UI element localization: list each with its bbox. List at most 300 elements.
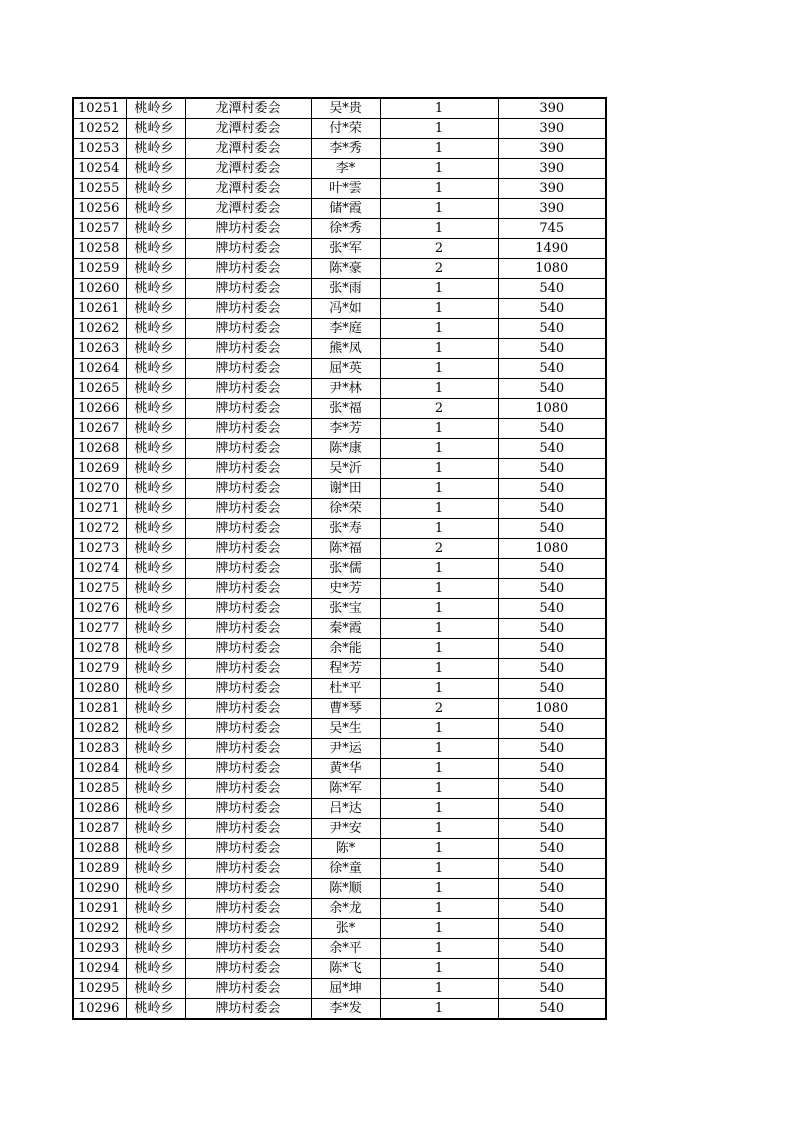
cell-village: 牌坊村委会	[185, 759, 311, 779]
cell-name: 余*龙	[311, 899, 380, 919]
cell-name: 尹*林	[311, 379, 380, 399]
cell-town: 桃岭乡	[126, 399, 185, 419]
cell-amount: 540	[498, 479, 606, 499]
cell-name: 史*芳	[311, 579, 380, 599]
cell-id: 10266	[73, 399, 126, 419]
cell-amount: 540	[498, 619, 606, 639]
cell-town: 桃岭乡	[126, 539, 185, 559]
cell-town: 桃岭乡	[126, 959, 185, 979]
cell-town: 桃岭乡	[126, 339, 185, 359]
table-row	[73, 679, 606, 699]
cell-village: 牌坊村委会	[185, 339, 311, 359]
cell-amount: 540	[498, 439, 606, 459]
cell-amount: 540	[498, 339, 606, 359]
cell-village: 牌坊村委会	[185, 979, 311, 999]
cell-amount: 540	[498, 859, 606, 879]
cell-town: 桃岭乡	[126, 659, 185, 679]
cell-town: 桃岭乡	[126, 839, 185, 859]
table-row	[73, 259, 606, 279]
cell-name: 徐*童	[311, 859, 380, 879]
cell-town: 桃岭乡	[126, 239, 185, 259]
cell-name: 余*平	[311, 939, 380, 959]
cell-id: 10272	[73, 519, 126, 539]
cell-town: 桃岭乡	[126, 579, 185, 599]
cell-amount: 540	[498, 579, 606, 599]
table-row	[73, 599, 606, 619]
cell-amount: 540	[498, 779, 606, 799]
cell-name: 秦*霞	[311, 619, 380, 639]
cell-town: 桃岭乡	[126, 619, 185, 639]
table-row	[73, 319, 606, 339]
cell-amount: 1080	[498, 539, 606, 559]
cell-village: 牌坊村委会	[185, 819, 311, 839]
cell-id: 10273	[73, 539, 126, 559]
cell-name: 张*	[311, 919, 380, 939]
cell-id: 10257	[73, 219, 126, 239]
cell-village: 牌坊村委会	[185, 259, 311, 279]
cell-town: 桃岭乡	[126, 379, 185, 399]
cell-count: 2	[380, 239, 498, 259]
cell-id: 10274	[73, 559, 126, 579]
cell-amount: 540	[498, 759, 606, 779]
cell-amount: 540	[498, 719, 606, 739]
cell-name: 陈*康	[311, 439, 380, 459]
cell-village: 牌坊村委会	[185, 599, 311, 619]
cell-amount: 540	[498, 419, 606, 439]
cell-village: 龙潭村委会	[185, 139, 311, 159]
cell-amount: 540	[498, 659, 606, 679]
cell-id: 10283	[73, 739, 126, 759]
cell-count: 2	[380, 259, 498, 279]
cell-village: 牌坊村委会	[185, 999, 311, 1020]
cell-name: 张*寿	[311, 519, 380, 539]
cell-town: 桃岭乡	[126, 119, 185, 139]
cell-village: 牌坊村委会	[185, 559, 311, 579]
cell-name: 陈*	[311, 839, 380, 859]
cell-amount: 745	[498, 219, 606, 239]
cell-count: 1	[380, 479, 498, 499]
cell-count: 1	[380, 179, 498, 199]
cell-amount: 540	[498, 919, 606, 939]
cell-count: 2	[380, 399, 498, 419]
cell-name: 陈*飞	[311, 959, 380, 979]
cell-village: 牌坊村委会	[185, 879, 311, 899]
table-row	[73, 759, 606, 779]
cell-count: 1	[380, 139, 498, 159]
cell-id: 10291	[73, 899, 126, 919]
table-row	[73, 499, 606, 519]
cell-id: 10293	[73, 939, 126, 959]
cell-name: 李*秀	[311, 139, 380, 159]
cell-village: 牌坊村委会	[185, 799, 311, 819]
cell-village: 龙潭村委会	[185, 159, 311, 179]
cell-name: 吴*生	[311, 719, 380, 739]
cell-count: 1	[380, 999, 498, 1020]
cell-id: 10278	[73, 639, 126, 659]
cell-count: 2	[380, 699, 498, 719]
cell-name: 叶*雲	[311, 179, 380, 199]
cell-amount: 540	[498, 519, 606, 539]
cell-village: 牌坊村委会	[185, 719, 311, 739]
table-row	[73, 619, 606, 639]
table-row	[73, 359, 606, 379]
cell-town: 桃岭乡	[126, 859, 185, 879]
table-row	[73, 779, 606, 799]
cell-amount: 540	[498, 559, 606, 579]
cell-id: 10258	[73, 239, 126, 259]
cell-count: 1	[380, 439, 498, 459]
cell-count: 1	[380, 959, 498, 979]
cell-count: 1	[380, 599, 498, 619]
cell-count: 1	[380, 899, 498, 919]
cell-amount: 540	[498, 979, 606, 999]
cell-id: 10270	[73, 479, 126, 499]
cell-name: 黄*华	[311, 759, 380, 779]
cell-count: 1	[380, 98, 498, 119]
cell-town: 桃岭乡	[126, 899, 185, 919]
cell-amount: 1080	[498, 399, 606, 419]
cell-count: 1	[380, 679, 498, 699]
cell-name: 李*庭	[311, 319, 380, 339]
cell-village: 牌坊村委会	[185, 419, 311, 439]
cell-village: 牌坊村委会	[185, 459, 311, 479]
cell-village: 牌坊村委会	[185, 299, 311, 319]
cell-name: 程*芳	[311, 659, 380, 679]
cell-id: 10256	[73, 199, 126, 219]
cell-village: 牌坊村委会	[185, 739, 311, 759]
table-body	[73, 98, 606, 1019]
cell-village: 牌坊村委会	[185, 659, 311, 679]
cell-town: 桃岭乡	[126, 359, 185, 379]
cell-town: 桃岭乡	[126, 319, 185, 339]
cell-id: 10284	[73, 759, 126, 779]
cell-id: 10264	[73, 359, 126, 379]
cell-name: 吴*沂	[311, 459, 380, 479]
cell-id: 10261	[73, 299, 126, 319]
cell-name: 陈*军	[311, 779, 380, 799]
cell-id: 10292	[73, 919, 126, 939]
cell-name: 张*雨	[311, 279, 380, 299]
table-row	[73, 399, 606, 419]
cell-village: 牌坊村委会	[185, 899, 311, 919]
cell-amount: 540	[498, 459, 606, 479]
cell-id: 10262	[73, 319, 126, 339]
cell-count: 1	[380, 559, 498, 579]
table-row	[73, 199, 606, 219]
cell-name: 吕*达	[311, 799, 380, 819]
table-row	[73, 159, 606, 179]
cell-town: 桃岭乡	[126, 819, 185, 839]
table-row	[73, 799, 606, 819]
cell-count: 2	[380, 539, 498, 559]
cell-village: 牌坊村委会	[185, 619, 311, 639]
cell-amount: 390	[498, 98, 606, 119]
table-row	[73, 239, 606, 259]
cell-village: 牌坊村委会	[185, 519, 311, 539]
cell-id: 10253	[73, 139, 126, 159]
table-row	[73, 339, 606, 359]
cell-town: 桃岭乡	[126, 459, 185, 479]
cell-amount: 540	[498, 359, 606, 379]
cell-name: 张*军	[311, 239, 380, 259]
cell-count: 1	[380, 419, 498, 439]
table-row	[73, 579, 606, 599]
cell-amount: 390	[498, 179, 606, 199]
cell-village: 龙潭村委会	[185, 179, 311, 199]
cell-count: 1	[380, 339, 498, 359]
table-row	[73, 379, 606, 399]
cell-id: 10280	[73, 679, 126, 699]
cell-id: 10276	[73, 599, 126, 619]
cell-name: 李*发	[311, 999, 380, 1020]
cell-name: 尹*运	[311, 739, 380, 759]
cell-id: 10252	[73, 119, 126, 139]
cell-count: 1	[380, 359, 498, 379]
cell-count: 1	[380, 299, 498, 319]
cell-id: 10295	[73, 979, 126, 999]
cell-name: 余*能	[311, 639, 380, 659]
table-row	[73, 439, 606, 459]
cell-town: 桃岭乡	[126, 939, 185, 959]
table-row	[73, 979, 606, 999]
table-row	[73, 659, 606, 679]
cell-village: 牌坊村委会	[185, 939, 311, 959]
cell-count: 1	[380, 779, 498, 799]
table-row	[73, 939, 606, 959]
cell-amount: 540	[498, 839, 606, 859]
cell-amount: 540	[498, 299, 606, 319]
cell-count: 1	[380, 119, 498, 139]
cell-id: 10289	[73, 859, 126, 879]
cell-town: 桃岭乡	[126, 98, 185, 119]
cell-count: 1	[380, 939, 498, 959]
cell-id: 10290	[73, 879, 126, 899]
cell-town: 桃岭乡	[126, 519, 185, 539]
cell-amount: 1080	[498, 699, 606, 719]
cell-id: 10267	[73, 419, 126, 439]
cell-name: 付*荣	[311, 119, 380, 139]
cell-name: 徐*秀	[311, 219, 380, 239]
cell-town: 桃岭乡	[126, 479, 185, 499]
table-row	[73, 739, 606, 759]
cell-village: 牌坊村委会	[185, 239, 311, 259]
table-row	[73, 139, 606, 159]
cell-count: 1	[380, 659, 498, 679]
cell-village: 牌坊村委会	[185, 379, 311, 399]
cell-town: 桃岭乡	[126, 979, 185, 999]
cell-name: 屈*英	[311, 359, 380, 379]
cell-id: 10269	[73, 459, 126, 479]
cell-name: 张*儒	[311, 559, 380, 579]
cell-id: 10268	[73, 439, 126, 459]
cell-village: 牌坊村委会	[185, 479, 311, 499]
cell-town: 桃岭乡	[126, 199, 185, 219]
table-row	[73, 479, 606, 499]
cell-amount: 540	[498, 959, 606, 979]
cell-amount: 540	[498, 599, 606, 619]
cell-village: 牌坊村委会	[185, 439, 311, 459]
cell-town: 桃岭乡	[126, 419, 185, 439]
cell-id: 10254	[73, 159, 126, 179]
cell-name: 曹*琴	[311, 699, 380, 719]
cell-amount: 540	[498, 739, 606, 759]
cell-village: 龙潭村委会	[185, 199, 311, 219]
cell-id: 10277	[73, 619, 126, 639]
cell-town: 桃岭乡	[126, 799, 185, 819]
cell-village: 牌坊村委会	[185, 219, 311, 239]
cell-town: 桃岭乡	[126, 779, 185, 799]
cell-village: 牌坊村委会	[185, 319, 311, 339]
cell-amount: 540	[498, 999, 606, 1020]
table-row	[73, 879, 606, 899]
cell-amount: 540	[498, 819, 606, 839]
cell-town: 桃岭乡	[126, 879, 185, 899]
table-row	[73, 959, 606, 979]
cell-count: 1	[380, 879, 498, 899]
cell-village: 牌坊村委会	[185, 539, 311, 559]
cell-amount: 540	[498, 879, 606, 899]
cell-name: 熊*凤	[311, 339, 380, 359]
cell-town: 桃岭乡	[126, 139, 185, 159]
cell-id: 10265	[73, 379, 126, 399]
cell-amount: 390	[498, 159, 606, 179]
cell-name: 储*霞	[311, 199, 380, 219]
cell-town: 桃岭乡	[126, 739, 185, 759]
cell-amount: 540	[498, 379, 606, 399]
cell-count: 1	[380, 519, 498, 539]
cell-id: 10281	[73, 699, 126, 719]
cell-town: 桃岭乡	[126, 999, 185, 1020]
cell-town: 桃岭乡	[126, 219, 185, 239]
cell-village: 牌坊村委会	[185, 499, 311, 519]
cell-count: 1	[380, 159, 498, 179]
cell-name: 吴*贵	[311, 98, 380, 119]
cell-name: 屈*坤	[311, 979, 380, 999]
cell-count: 1	[380, 979, 498, 999]
cell-amount: 390	[498, 139, 606, 159]
cell-name: 谢*田	[311, 479, 380, 499]
cell-id: 10255	[73, 179, 126, 199]
cell-id: 10279	[73, 659, 126, 679]
table-row	[73, 179, 606, 199]
cell-name: 陈*豪	[311, 259, 380, 279]
cell-village: 牌坊村委会	[185, 699, 311, 719]
table-row	[73, 859, 606, 879]
cell-name: 徐*荣	[311, 499, 380, 519]
table-row	[73, 899, 606, 919]
cell-amount: 540	[498, 639, 606, 659]
cell-count: 1	[380, 919, 498, 939]
cell-name: 李*芳	[311, 419, 380, 439]
cell-count: 1	[380, 739, 498, 759]
cell-count: 1	[380, 459, 498, 479]
cell-village: 牌坊村委会	[185, 919, 311, 939]
cell-name: 张*宝	[311, 599, 380, 619]
cell-id: 10251	[73, 98, 126, 119]
table-row	[73, 219, 606, 239]
cell-town: 桃岭乡	[126, 159, 185, 179]
cell-amount: 390	[498, 199, 606, 219]
cell-count: 1	[380, 279, 498, 299]
cell-id: 10294	[73, 959, 126, 979]
table-row	[73, 639, 606, 659]
cell-count: 1	[380, 579, 498, 599]
cell-amount: 540	[498, 319, 606, 339]
cell-village: 牌坊村委会	[185, 579, 311, 599]
cell-count: 1	[380, 499, 498, 519]
cell-amount: 540	[498, 899, 606, 919]
cell-village: 龙潭村委会	[185, 119, 311, 139]
cell-id: 10271	[73, 499, 126, 519]
cell-count: 1	[380, 759, 498, 779]
cell-count: 1	[380, 199, 498, 219]
table-row	[73, 279, 606, 299]
cell-amount: 540	[498, 799, 606, 819]
cell-name: 李*	[311, 159, 380, 179]
table-row	[73, 819, 606, 839]
cell-id: 10286	[73, 799, 126, 819]
cell-name: 陈*福	[311, 539, 380, 559]
cell-id: 10275	[73, 579, 126, 599]
cell-amount: 540	[498, 499, 606, 519]
cell-id: 10260	[73, 279, 126, 299]
cell-count: 1	[380, 859, 498, 879]
cell-town: 桃岭乡	[126, 599, 185, 619]
cell-id: 10287	[73, 819, 126, 839]
cell-town: 桃岭乡	[126, 299, 185, 319]
cell-count: 1	[380, 379, 498, 399]
cell-amount: 540	[498, 679, 606, 699]
cell-count: 1	[380, 219, 498, 239]
cell-amount: 540	[498, 279, 606, 299]
table-row	[73, 719, 606, 739]
cell-count: 1	[380, 839, 498, 859]
cell-town: 桃岭乡	[126, 719, 185, 739]
table-row	[73, 839, 606, 859]
cell-town: 桃岭乡	[126, 559, 185, 579]
cell-name: 冯*如	[311, 299, 380, 319]
cell-name: 陈*顺	[311, 879, 380, 899]
subsidy-table	[72, 97, 607, 1020]
table-row	[73, 559, 606, 579]
cell-amount: 1490	[498, 239, 606, 259]
table-row	[73, 919, 606, 939]
cell-town: 桃岭乡	[126, 679, 185, 699]
cell-village: 牌坊村委会	[185, 679, 311, 699]
cell-amount: 390	[498, 119, 606, 139]
cell-village: 牌坊村委会	[185, 859, 311, 879]
cell-id: 10282	[73, 719, 126, 739]
cell-village: 牌坊村委会	[185, 639, 311, 659]
cell-id: 10285	[73, 779, 126, 799]
cell-town: 桃岭乡	[126, 499, 185, 519]
cell-count: 1	[380, 819, 498, 839]
cell-village: 牌坊村委会	[185, 279, 311, 299]
cell-town: 桃岭乡	[126, 759, 185, 779]
table-row	[73, 98, 606, 119]
cell-count: 1	[380, 799, 498, 819]
cell-amount: 540	[498, 939, 606, 959]
table-row	[73, 299, 606, 319]
table-row	[73, 999, 606, 1020]
cell-town: 桃岭乡	[126, 259, 185, 279]
cell-village: 牌坊村委会	[185, 839, 311, 859]
table-row	[73, 119, 606, 139]
cell-count: 1	[380, 619, 498, 639]
cell-name: 杜*平	[311, 679, 380, 699]
cell-town: 桃岭乡	[126, 919, 185, 939]
cell-id: 10263	[73, 339, 126, 359]
